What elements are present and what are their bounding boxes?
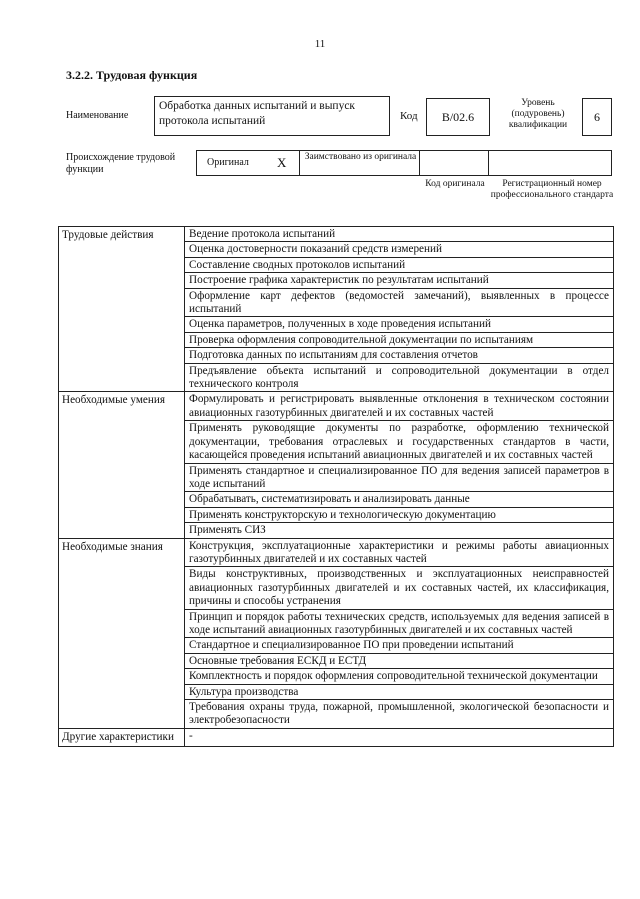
origin-reg-caption: Регистрационный номер профессионального стандарта xyxy=(490,179,614,200)
section-item: Обрабатывать, систематизировать и анализировать данные xyxy=(185,492,614,507)
section-item: Составление сводных протоколов испытаний xyxy=(185,257,614,272)
table-row xyxy=(59,538,614,567)
section-category: Другие характеристики xyxy=(59,728,185,746)
section-item: Ведение протокола испытаний xyxy=(185,227,614,242)
section-item: Культура производства xyxy=(185,684,614,699)
origin-reg-cell xyxy=(488,150,612,176)
section-item: Требования охраны труда, пожарной, промышленной, экологической безопасности и электробезопасности xyxy=(185,700,614,729)
table-row xyxy=(59,728,614,746)
origin-code-cell xyxy=(419,150,489,176)
code-label: Код xyxy=(400,110,418,122)
section-item: Основные требования ЕСКД и ЕСТД xyxy=(185,653,614,668)
section-item: Стандартное и специализированное ПО при проведении испытаний xyxy=(185,638,614,653)
borrowed-cell xyxy=(299,150,420,176)
section-item: Проверка оформления сопроводительной документации по испытаниям xyxy=(185,332,614,347)
section-item: Конструкция, эксплуатационные характеристики и режимы работы авиационных газотурбинных двигателей и их составных частей xyxy=(185,538,614,567)
section-item: Применять стандартное и специализированное ПО для ведения записей параметров в ходе испытаний xyxy=(185,463,614,492)
section-title: 3.2.2. Трудовая функция xyxy=(66,68,198,82)
function-table xyxy=(58,226,614,747)
page-number: 11 xyxy=(314,38,326,50)
section-item: Оформление карт дефектов (ведомостей замечаний), выявленных в процессе испытаний xyxy=(185,288,614,317)
section-item: Построение графика характеристик по результатам испытаний xyxy=(185,273,614,288)
section-item: Применять руководящие документы по разработке, оформлению технической документации, требования отраслевых и государственных стандартов в части, касающейся проведения испытаний авиационных двигателей и их составных частей xyxy=(185,421,614,463)
section-category: Трудовые действия xyxy=(59,227,185,392)
section-item: Подготовка данных по испытаниям для составления отчетов xyxy=(185,348,614,363)
section-item: Формулировать и регистрировать выявленные отклонения в техническом состоянии авиационных газотурбинных двигателей и их составных частей xyxy=(185,392,614,421)
origin-code-caption: Код оригинала xyxy=(425,179,485,189)
original-label: Оригинал xyxy=(207,157,249,168)
table-row xyxy=(59,392,614,421)
name-value: Обработка данных испытаний и выпуск протокола испытаний xyxy=(154,96,390,136)
level-label: Уровень (подуровень) квалификации xyxy=(508,98,568,130)
section-item: Применять СИЗ xyxy=(185,523,614,538)
level-value: 6 xyxy=(582,98,612,136)
original-cell xyxy=(196,150,300,176)
section-category: Необходимые умения xyxy=(59,392,185,538)
section-category: Необходимые знания xyxy=(59,538,185,728)
section-item: Принцип и порядок работы технических средств, используемых для ведения записей в ходе испытаний авиационных газотурбинных двигателей и их составных частей xyxy=(185,609,614,638)
borrowed-label: Заимствовано из оригинала xyxy=(304,152,417,162)
section-item: Применять конструкторскую и технологическую документацию xyxy=(185,507,614,522)
section-item: Оценка параметров, полученных в ходе проведения испытаний xyxy=(185,317,614,332)
original-mark: X xyxy=(277,155,287,170)
section-item: Предъявление объекта испытаний и сопроводительной документации в отдел технического контроля xyxy=(185,363,614,392)
name-label: Наименование xyxy=(66,110,129,121)
section-item: Оценка достоверности показаний средств измерений xyxy=(185,242,614,257)
section-item: Виды конструктивных, производственных и эксплуатационных неисправностей авиационных газотурбинных двигателей и их составных частей, их классификация, причины и способы устранения xyxy=(185,567,614,609)
code-value: В/02.6 xyxy=(426,98,490,136)
section-item: Комплектность и порядок оформления сопроводительной технической документации xyxy=(185,669,614,684)
table-row xyxy=(59,227,614,242)
origin-label: Происхождение трудовой функции xyxy=(66,152,176,175)
section-item: - xyxy=(185,728,614,746)
